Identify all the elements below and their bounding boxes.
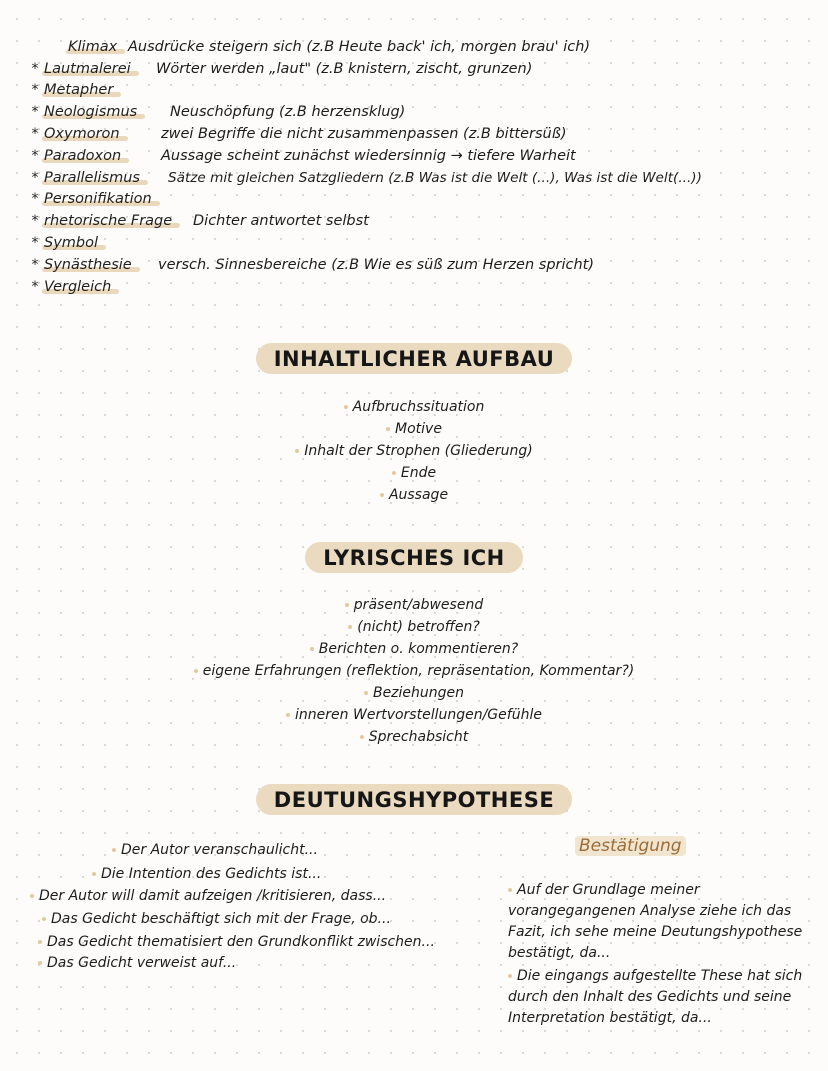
- heading-pill: DEUTUNGSHYPOTHESE: [256, 784, 572, 815]
- bullet-marker: *: [31, 126, 39, 143]
- bullet-dot: [42, 917, 46, 921]
- device-description: Wörter werden „laut" (z.B knistern, zischt, grunzen): [156, 60, 533, 77]
- device-description: zwei Begriffe die nicht zusammenpassen (z.B bittersüß): [161, 126, 567, 143]
- list-item: Die eingangs aufgestellte These hat sich durch den Inhalt des Gedichts und seine Interpretation bestätigt, da...: [508, 968, 803, 1026]
- list-item: inneren Wertvorstellungen/Gefühle: [0, 704, 828, 726]
- list-item: (nicht) betroffen?: [0, 616, 828, 638]
- bullet-dot: [38, 940, 42, 944]
- bullet-dot: [295, 449, 299, 453]
- device-term: Klimax: [68, 38, 118, 55]
- bullet-dot: [508, 888, 512, 892]
- heading-pill: INHALTLICHER AUFBAU: [256, 343, 573, 374]
- device-term: Synästhesie: [44, 256, 132, 273]
- list-item: Ende: [0, 462, 828, 484]
- device-description: Aussage scheint zunächst wiedersinnig → tiefere Warheit: [161, 147, 576, 164]
- bullet-dot: [112, 848, 116, 852]
- bullet-dot: [344, 405, 348, 409]
- device-term: Paradoxon: [44, 147, 122, 164]
- section-heading-lyrisch: [0, 542, 828, 573]
- device-term: Lautmalerei: [44, 60, 131, 77]
- bullet-dot: [194, 669, 198, 673]
- bullet-marker: *: [31, 213, 39, 230]
- device-row: [28, 210, 828, 232]
- device-row: [28, 36, 828, 58]
- list-item: Aussage: [0, 484, 828, 506]
- bullet-marker: *: [31, 82, 39, 99]
- inhalt-list: [0, 396, 828, 506]
- list-item: Sprechabsicht: [0, 726, 828, 748]
- bullet-dot: [364, 691, 368, 695]
- device-row: [28, 276, 828, 298]
- bullet-dot: [386, 427, 390, 431]
- bullet-marker: *: [31, 278, 39, 295]
- bullet-dot: [345, 603, 349, 607]
- stylistic-devices-list: [28, 36, 828, 298]
- device-row: [28, 80, 828, 102]
- device-row: [28, 189, 828, 211]
- bullet-dot: [360, 735, 364, 739]
- device-row: [28, 232, 828, 254]
- section-heading-deutung: [0, 784, 828, 815]
- confirmation-heading: Bestätigung: [575, 836, 686, 856]
- bullet-dot: [380, 493, 384, 497]
- device-term: Neologismus: [44, 104, 138, 121]
- device-description: Dichter antwortet selbst: [193, 213, 369, 230]
- list-item: Auf der Grundlage meiner vorangegangenen Analyse ziehe ich das Fazit, ich sehe meine Deutungshypothese bestätigt, da...: [508, 882, 803, 961]
- bullet-marker: *: [31, 256, 39, 273]
- bullet-marker: *: [31, 169, 39, 186]
- bullet-marker: *: [31, 191, 39, 208]
- bullet-dot: [508, 974, 512, 978]
- device-description: Ausdrücke steigern sich (z.B Heute back' ich, morgen brau' ich): [128, 38, 591, 55]
- device-term: Oxymoron: [44, 126, 120, 143]
- list-item: Das Gedicht thematisiert den Grundkonflikt zwischen...: [38, 934, 435, 950]
- list-item: Berichten o. kommentieren?: [0, 638, 828, 660]
- bullet-marker: *: [31, 235, 39, 252]
- list-item: präsent/abwesend: [0, 594, 828, 616]
- bullet-dot: [286, 713, 290, 717]
- bullet-dot: [92, 872, 96, 876]
- device-term: Personifikation: [44, 191, 152, 208]
- list-item: Der Autor will damit aufzeigen /kritisieren, dass...: [30, 888, 386, 904]
- device-term: Vergleich: [44, 278, 112, 295]
- device-description: Sätze mit gleichen Satzgliedern (z.B Was ist die Welt (...), Was ist die Welt(...)): [168, 169, 702, 186]
- heading-pill: LYRISCHES ICH: [305, 542, 523, 573]
- device-description: versch. Sinnesbereiche (z.B Wie es süß zum Herzen spricht): [158, 256, 595, 273]
- list-item: Das Gedicht verweist auf...: [38, 955, 236, 971]
- bullet-marker: *: [31, 104, 39, 121]
- device-term: Parallelismus: [44, 169, 140, 186]
- device-row: [28, 167, 828, 189]
- list-item: Inhalt der Strophen (Gliederung): [0, 440, 828, 462]
- device-row: [28, 101, 828, 123]
- device-row: [28, 123, 828, 145]
- list-item: Das Gedicht beschäftigt sich mit der Frage, ob...: [42, 911, 391, 927]
- device-term: Symbol: [44, 235, 99, 252]
- bullet-dot: [392, 471, 396, 475]
- section-heading-inhalt: [0, 343, 828, 374]
- device-row: [28, 145, 828, 167]
- list-item: Aufbruchssituation: [0, 396, 828, 418]
- bullet-dot: [30, 894, 34, 898]
- device-row: [28, 58, 828, 80]
- bullet-dot: [310, 647, 314, 651]
- device-description: Neuschöpfung (z.B herzensklug): [170, 104, 406, 121]
- bullet-marker: *: [31, 60, 39, 77]
- device-term: Metapher: [44, 82, 114, 99]
- device-row: [28, 254, 828, 276]
- confirmation-list: [508, 880, 826, 1031]
- lyrisch-list: [0, 594, 828, 748]
- list-item: Motive: [0, 418, 828, 440]
- list-item: Beziehungen: [0, 682, 828, 704]
- device-term: rhetorische Frage: [44, 213, 173, 230]
- bullet-marker: *: [31, 147, 39, 164]
- bullet-dot: [348, 625, 352, 629]
- bullet-dot: [38, 961, 42, 965]
- list-item: eigene Erfahrungen (reflektion, repräsentation, Kommentar?): [0, 660, 828, 682]
- list-item: Der Autor veranschaulicht...: [112, 842, 318, 858]
- list-item: Die Intention des Gedichts ist...: [92, 866, 321, 882]
